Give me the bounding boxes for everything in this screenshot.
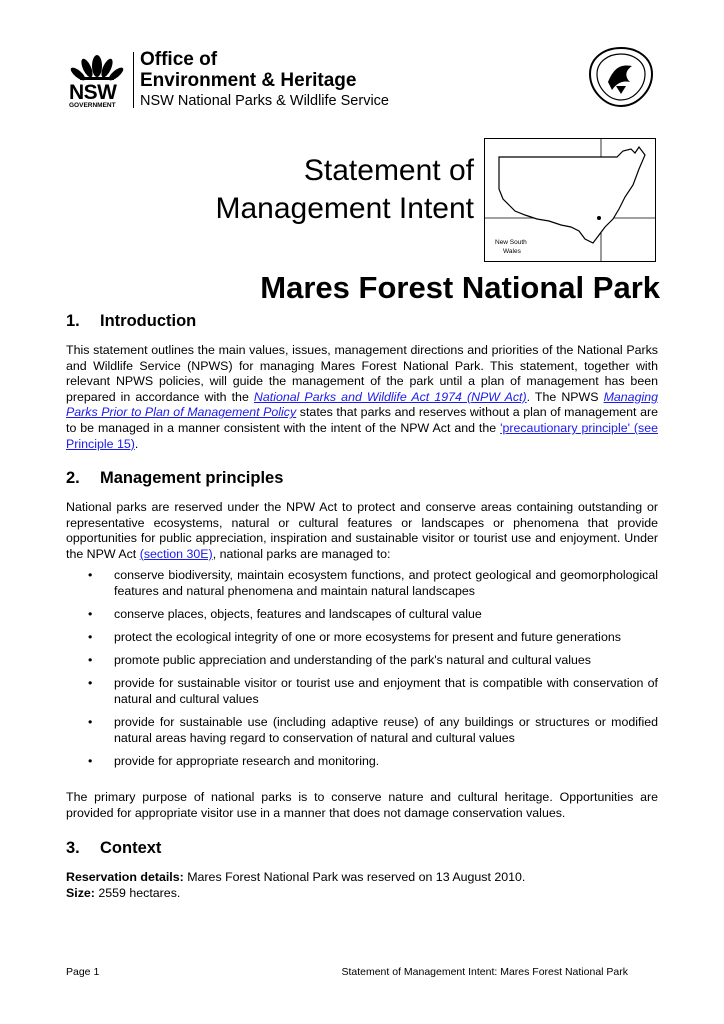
section-number: 1. (66, 312, 80, 330)
size-details (66, 886, 658, 902)
reservation-details (66, 870, 658, 886)
section-number: 2. (66, 469, 80, 487)
list-item-text: provide for sustainable use (including adaptive reuse) of any buildings or structures or modified natural areas having regard to conservation of natural and cultural values (114, 715, 658, 745)
section-heading-management-principles (66, 469, 283, 488)
list-item-text: provide for appropriate research and monitoring. (114, 753, 380, 768)
section-title: Introduction (100, 312, 197, 330)
list-item-text: conserve places, objects, features and landscapes of cultural value (114, 606, 482, 621)
nsw-government-logo (66, 48, 128, 110)
list-item (66, 653, 658, 669)
list-item (66, 607, 658, 623)
map-label-line1: New South (495, 239, 527, 246)
footer-title: Statement of Management Intent: Mares Forest National Park (341, 966, 628, 978)
nsw-logo-subtext: GOVERNMENT (69, 102, 116, 109)
reservation-label: Reservation details: (66, 870, 184, 884)
intro-paragraph (66, 343, 658, 452)
size-text: 2559 hectares. (94, 886, 181, 900)
bullet-icon: • (88, 676, 93, 691)
bullet-icon: • (88, 753, 93, 768)
list-item (66, 568, 658, 599)
size-label: Size: (66, 886, 95, 900)
list-item-text: provide for sustainable visitor or tourist use and enjoyment that is compatible with conservation of natural and cultural values (114, 676, 658, 706)
principles-text: National parks are reserved under the NPW Act to protect and conserve areas containing outstanding or representative ecosystems, natural or cultural features or landscapes or phenomena that provide opportunities for public appreciation, inspiration and sustainable visitor or tourist use and enjoyment. Under the NPW Act (66, 500, 658, 561)
bullet-icon: • (88, 715, 93, 730)
list-item (66, 676, 658, 707)
locator-map (484, 138, 656, 262)
precautionary-principle-link[interactable]: 'precautionary principle' (see Principle 15) (66, 420, 658, 451)
org-line3: NSW National Parks & Wildlife Service (140, 93, 389, 109)
npw-act-link[interactable]: National Parks and Wildlife Act 1974 (NPW Act) (253, 389, 527, 404)
npws-seal (586, 46, 656, 108)
section-number: 3. (66, 839, 80, 857)
title-line2: Management Intent (215, 192, 474, 225)
list-item-text: conserve biodiversity, maintain ecosystem functions, and protect geological and geomorphological features and natural phenomena and maintain natural landscapes (114, 568, 658, 598)
intro-text: . (134, 436, 139, 451)
intro-text: states that parks and reserves without a plan of management are to be managed in a manner consistent with the intent of the NPW Act and the (66, 405, 658, 435)
section-heading-context (66, 839, 161, 858)
bullet-icon: • (88, 629, 93, 644)
list-item-text: protect the ecological integrity of one or more ecosystems for present and future generations (114, 629, 621, 644)
title-line1: Statement of (303, 154, 474, 187)
nsw-logo-text: NSW (69, 81, 117, 104)
section-30e-link[interactable]: (section 30E) (139, 546, 213, 561)
section-heading-introduction (66, 312, 196, 331)
npws-seal-icon (586, 46, 656, 108)
org-line1: Office of (140, 49, 218, 70)
principles-closing: The primary purpose of national parks is to conserve nature and cultural heritage. Opportunities are provided for appropriate visitor use in a manner that does not damage conservation values. (66, 790, 658, 820)
footer-page-number: Page 1 (66, 966, 100, 978)
list-item (66, 630, 658, 646)
reservation-text: Mares Forest National Park was reserved on 13 August 2010. (183, 870, 526, 884)
logo-divider (133, 52, 134, 108)
principles-text: , national parks are managed to: (212, 546, 391, 561)
document-title (215, 152, 474, 228)
intro-text: . The NPWS (526, 389, 604, 404)
managing-parks-policy-link[interactable]: Managing Parks Prior to Plan of Management Policy (66, 389, 658, 420)
section-title: Management principles (100, 469, 284, 487)
map-label-line2: Wales (503, 248, 521, 255)
list-item-text: promote public appreciation and understanding of the park's natural and cultural values (114, 653, 591, 668)
bullet-icon: • (88, 606, 93, 621)
principles-list (66, 568, 658, 777)
intro-text: This statement outlines the main values, issues, management directions and priorities of the National Parks and Wildlife Service (NPWS) for managing Mares Forest National Park. This statement, together with relevant NPWS policies, will guide the management of the park until a plan of management has been prepared in accordance with the (66, 343, 658, 404)
bullet-icon: • (88, 568, 93, 582)
principles-paragraph (66, 500, 658, 562)
section-title: Context (100, 839, 162, 857)
park-name: Mares Forest National Park (260, 270, 660, 305)
list-item (66, 754, 658, 770)
org-line2: Environment & Heritage (140, 70, 357, 91)
bullet-icon: • (88, 653, 93, 668)
list-item (66, 715, 658, 746)
